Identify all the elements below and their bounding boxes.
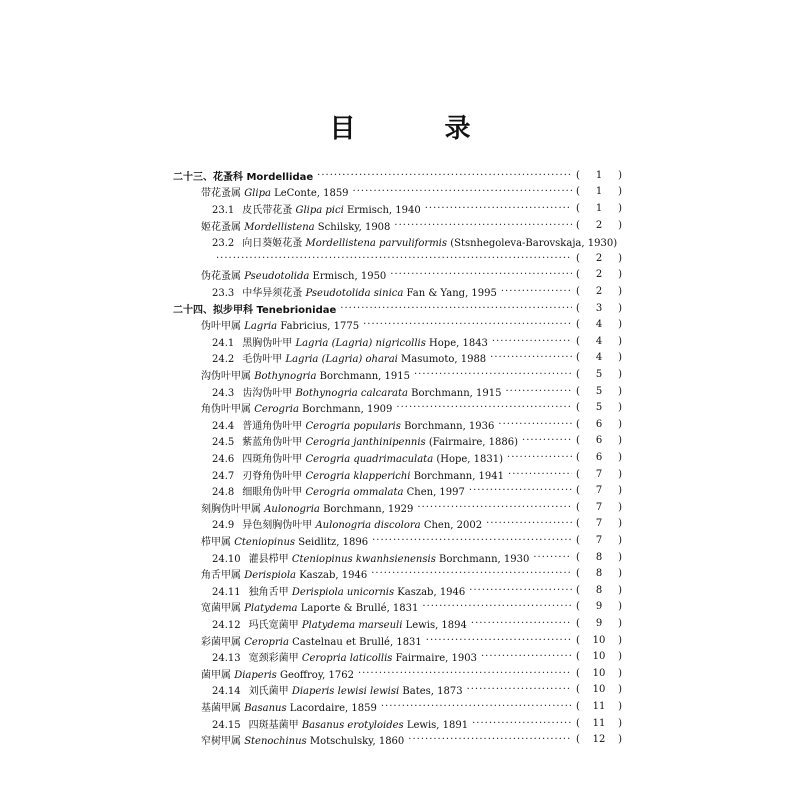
toc-entry[interactable] [212, 549, 622, 566]
entry-page-number: ( 1 ) [576, 186, 622, 198]
entry-authority: Borchmann, 1930 [439, 553, 530, 565]
toc-entry-text [201, 666, 354, 681]
entry-authority: Geoffroy, 1762 [279, 669, 354, 681]
entry-authority: Chen, 2002 [423, 520, 483, 532]
entry-authority: Lewis, 1894 [405, 619, 467, 631]
entry-authority: Chen, 1997 [406, 487, 465, 499]
entry-scientific-name: Mordellidae [246, 171, 314, 183]
entry-scientific-name: Cteniopinus kwanhsienensis [291, 553, 440, 565]
dot-leader [417, 502, 572, 513]
entry-chinese-name: 宽菌甲属 [201, 603, 245, 615]
entry-page-number: ( 4 ) [576, 319, 622, 331]
entry-authority: Borchmann, 1936 [404, 420, 495, 432]
entry-authority: Ermisch, 1950 [312, 271, 387, 283]
entry-authority: Borchmann, 1915 [411, 387, 502, 399]
toc-entry-text [212, 450, 503, 465]
toc-entry-text [201, 317, 359, 332]
entry-scientific-name: Lagria [244, 321, 281, 333]
entry-number: 23.2 [212, 238, 235, 250]
toc-entry-text [212, 334, 488, 349]
toc-entry-text [212, 433, 518, 448]
entry-number: 24.15 [212, 719, 241, 731]
toc-entry-text [212, 467, 504, 482]
toc-entry[interactable] [201, 184, 622, 201]
entry-chinese-name: 窄树甲属 [201, 736, 245, 748]
entry-scientific-name: Ceropria laticollis [301, 653, 396, 665]
entry-scientific-name: Ceropria [244, 636, 293, 648]
toc-entry[interactable] [212, 682, 622, 699]
toc-entry-text [212, 616, 467, 631]
entry-chinese-name: 伪叶甲属 [201, 321, 245, 333]
entry-page-number: ( 10 ) [576, 684, 622, 696]
entry-page-number: ( 9 ) [576, 617, 622, 629]
entry-page-number: ( 7 ) [576, 468, 622, 480]
entry-number: 24.13 [212, 653, 241, 665]
toc-entry-text [212, 682, 463, 697]
entry-authority: Schilsky, 1908 [317, 221, 391, 233]
toc-entry-text [212, 483, 465, 498]
toc-entry-text [212, 716, 468, 731]
dot-leader [317, 170, 572, 181]
dot-leader [390, 269, 572, 280]
dot-leader [498, 419, 572, 430]
toc-entry-text [212, 583, 465, 598]
entry-number: 24.9 [212, 520, 235, 532]
entry-authority: Borchmann, 1929 [323, 503, 414, 515]
entry-chinese-name: 灌县栉甲 [248, 553, 292, 565]
entry-chinese-name: 菌甲属 [201, 669, 235, 681]
entry-chinese-name: 刻胸伪叶甲属 [201, 503, 265, 515]
entry-authority: Kaszab, 1946 [397, 586, 466, 598]
dot-leader [425, 203, 572, 214]
entry-page-number: ( 10 ) [576, 667, 622, 679]
entry-authority: (Stsnhegoleva-Barovskaja, 1930) [450, 238, 618, 250]
toc-entry-text [201, 732, 404, 747]
entry-chinese-name: 沟伪叶甲属 [201, 370, 255, 382]
dot-leader [507, 452, 572, 463]
toc-entry[interactable] [173, 300, 622, 317]
page-title: 目 录 [329, 114, 511, 144]
entry-page-number: ( 4 ) [576, 352, 622, 364]
entry-number: 23.3 [212, 287, 235, 299]
entry-scientific-name: Diaperis lewisi lewisi [291, 686, 403, 698]
toc-entry[interactable] [212, 333, 622, 350]
toc-entry-text [212, 649, 477, 664]
entry-page-number: ( 6 ) [576, 435, 622, 447]
entry-chinese-name: 紫蓝角伪叶甲 [242, 437, 306, 449]
entry-scientific-name: Mordellistena parvuliformis [305, 238, 451, 250]
dot-leader [490, 352, 572, 363]
entry-page-number: ( 2 ) [576, 285, 622, 297]
toc-entry[interactable] [201, 565, 622, 582]
toc-entry[interactable] [212, 516, 622, 533]
entry-page-number: ( 5 ) [576, 385, 622, 397]
entry-chinese-name: 异色刻胸伪叶甲 [242, 520, 316, 532]
entry-page-number: ( 1 ) [576, 169, 622, 181]
entry-chinese-name: 角舌甲属 [201, 570, 245, 582]
dot-leader [414, 369, 572, 380]
entry-chinese-name: 黑胸伪叶甲 [242, 337, 296, 349]
entry-scientific-name: Derispiola [244, 570, 300, 582]
entry-chinese-name: 姬花蚤属 [201, 221, 245, 233]
dot-leader [371, 568, 572, 579]
entry-chinese-name: 齿沟伪叶甲 [242, 387, 296, 399]
entry-chinese-name: 玛氏宽菌甲 [248, 619, 302, 631]
entry-scientific-name: Stenochinus [244, 736, 310, 748]
toc-entry-text [201, 599, 418, 614]
entry-chinese-name: 四斑角伪叶甲 [242, 453, 306, 465]
entry-chinese-name: 彩菌甲属 [201, 636, 245, 648]
entry-chinese-name: 独角舌甲 [248, 586, 292, 598]
entry-page-number: ( 6 ) [576, 418, 622, 430]
toc-entry[interactable] [212, 233, 622, 250]
entry-number: 24.4 [212, 420, 235, 432]
entry-chinese-name: 伪花蚤属 [201, 271, 245, 283]
toc-entry[interactable] [201, 665, 622, 682]
entry-authority: Motschulsky, 1860 [309, 736, 405, 748]
entry-scientific-name: Basanus [244, 702, 290, 714]
entry-page-number: ( 9 ) [576, 601, 622, 613]
entry-scientific-name: Pseudotolida sinica [305, 287, 407, 299]
entry-chinese-name: 栉甲属 [201, 536, 235, 548]
toc-entry[interactable] [201, 499, 622, 516]
entry-chinese-name: 刘氏菌甲 [248, 686, 292, 698]
entry-chinese-name: 二十三、花蚤科 [173, 171, 247, 183]
entry-chinese-name: 向日葵姬花蚤 [242, 238, 306, 250]
entry-page-number: ( 5 ) [576, 402, 622, 414]
entry-page-number: ( 10 ) [576, 651, 622, 663]
entry-chinese-name: 宽颈彩菌甲 [248, 653, 302, 665]
toc-entry[interactable] [212, 615, 622, 632]
entry-authority: Seidlitz, 1896 [298, 536, 369, 548]
dot-leader [358, 668, 572, 679]
entry-chinese-name: 毛伪叶甲 [242, 354, 286, 366]
toc-entry[interactable] [212, 416, 622, 433]
entry-scientific-name: Lagria (Lagria) oharai [285, 354, 402, 366]
dot-leader [353, 186, 572, 197]
entry-page-number: ( 6 ) [576, 451, 622, 463]
entry-chinese-name: 带花蚤属 [201, 188, 245, 200]
toc-entry[interactable] [201, 731, 622, 748]
entry-scientific-name: Cerogria janthinipennis [305, 437, 429, 449]
toc-entry-text [201, 267, 386, 282]
entry-page-number: ( 7 ) [576, 501, 622, 513]
toc-entry[interactable] [212, 582, 622, 599]
entry-authority: Fairmaire, 1903 [395, 653, 477, 665]
entry-authority: Masumoto, 1988 [401, 354, 487, 366]
entry-chinese-name: 刃脊角伪叶甲 [242, 470, 306, 482]
entry-number: 24.7 [212, 470, 235, 482]
dot-leader [422, 601, 572, 612]
entry-authority: Borchmann, 1915 [319, 370, 410, 382]
toc-entry-text [173, 301, 336, 316]
toc-entry[interactable] [173, 167, 622, 184]
dot-leader [472, 718, 572, 729]
toc-entry[interactable] [212, 449, 622, 466]
entry-page-number: ( 2 ) [576, 252, 622, 264]
toc-entry-text [212, 384, 501, 399]
entry-page-number: ( 10 ) [576, 634, 622, 646]
toc-entry-text [212, 417, 494, 432]
entry-scientific-name: Bothynogria [254, 370, 320, 382]
toc-entry[interactable] [212, 466, 622, 483]
entry-scientific-name: Lagria (Lagria) nigricollis [295, 337, 430, 349]
entry-scientific-name: Cerogria quadrimaculata [305, 453, 437, 465]
entry-scientific-name: Cerogria [254, 404, 303, 416]
toc-entry[interactable] [201, 599, 622, 616]
entry-number: 24.3 [212, 387, 235, 399]
entry-authority: Hope, 1843 [429, 337, 488, 349]
entry-page-number: ( 1 ) [576, 202, 622, 214]
entry-scientific-name: Platydema [244, 603, 301, 615]
entry-chinese-name: 中华异须花蚤 [242, 287, 306, 299]
entry-authority: (Hope, 1831) [436, 453, 504, 465]
toc-entry[interactable] [212, 715, 622, 732]
entry-scientific-name: Diaperis [234, 669, 280, 681]
toc-entry[interactable] [201, 698, 622, 715]
entry-page-number: ( 8 ) [576, 568, 622, 580]
toc-entry-text [212, 201, 421, 216]
toc-entry-text [212, 516, 482, 531]
entry-scientific-name: Tenebrionidae [256, 304, 337, 316]
dot-leader [501, 286, 572, 297]
entry-page-number: ( 7 ) [576, 534, 622, 546]
entry-number: 24.11 [212, 586, 241, 598]
entry-scientific-name: Glipa pici [295, 204, 347, 216]
toc-entry[interactable] [212, 482, 622, 499]
dot-leader [533, 552, 572, 563]
toc-entry-text [201, 500, 413, 515]
entry-scientific-name: Pseudotolida [244, 271, 313, 283]
entry-authority: Borchmann, 1909 [302, 404, 393, 416]
entry-page-number: ( 2 ) [576, 219, 622, 231]
dot-leader [408, 734, 572, 745]
dot-leader [486, 518, 572, 529]
entry-page-number: ( 4 ) [576, 335, 622, 347]
entry-number: 24.10 [212, 553, 241, 565]
entry-number: 24.5 [212, 437, 235, 449]
entry-authority: Fan & Yang, 1995 [406, 287, 497, 299]
toc-entry-text [201, 184, 349, 199]
toc-entry[interactable] [212, 433, 622, 450]
entry-authority: Fabricius, 1775 [280, 321, 360, 333]
entry-number: 24.2 [212, 354, 235, 366]
toc-entry-text [201, 218, 390, 233]
dot-leader [381, 701, 572, 712]
entry-authority: Lacordaire, 1859 [289, 702, 377, 714]
entry-authority: Lewis, 1891 [406, 719, 469, 731]
toc-entry[interactable] [201, 267, 622, 284]
entry-number: 24.8 [212, 487, 235, 499]
entry-scientific-name: Cteniopinus [234, 536, 299, 548]
entry-scientific-name: Cerogria ommalata [305, 487, 407, 499]
dot-leader [481, 651, 572, 662]
entry-authority: Kaszab, 1946 [299, 570, 368, 582]
toc-entry-text [201, 699, 377, 714]
toc-entry[interactable] [212, 648, 622, 665]
dot-leader [492, 336, 572, 347]
dot-leader [469, 585, 572, 596]
entry-authority: Ermisch, 1940 [346, 204, 421, 216]
toc-entry-text [212, 550, 529, 565]
toc-entry-text [212, 350, 486, 365]
toc-entry[interactable] [201, 217, 622, 234]
entry-scientific-name: Aulonogria [264, 503, 324, 515]
entry-scientific-name: Mordellistena [244, 221, 318, 233]
toc-entry-text [212, 284, 497, 299]
toc-entry[interactable] [201, 399, 622, 416]
dot-leader [394, 220, 572, 231]
entry-number: 23.1 [212, 204, 235, 216]
toc-entry[interactable] [212, 350, 622, 367]
entry-page-number: ( 11 ) [576, 717, 622, 729]
dot-leader [469, 485, 572, 496]
toc-entry-text [201, 400, 392, 415]
dot-leader [216, 253, 572, 264]
toc-entry[interactable] [212, 383, 622, 400]
dot-leader [363, 319, 572, 330]
dot-leader [508, 469, 572, 480]
entry-number: 24.14 [212, 686, 241, 698]
entry-chinese-name: 皮氏带花蚤 [242, 204, 296, 216]
toc-entry-text [201, 367, 410, 382]
entry-page-number: ( 7 ) [576, 485, 622, 497]
entry-chinese-name: 细眼角伪叶甲 [242, 487, 306, 499]
toc-entry-text [212, 234, 617, 249]
entry-authority: LeConte, 1859 [274, 188, 349, 200]
entry-scientific-name: Derispiola unicornis [291, 586, 398, 598]
toc-entry-text [201, 533, 368, 548]
entry-chinese-name: 四斑基菌甲 [248, 719, 302, 731]
entry-page-number: ( 8 ) [576, 551, 622, 563]
toc-entry[interactable] [201, 366, 622, 383]
entry-page-number: ( 5 ) [576, 368, 622, 380]
toc-entry[interactable] [212, 200, 622, 217]
entry-authority: Bates, 1873 [402, 686, 463, 698]
entry-page-number: ( 8 ) [576, 584, 622, 596]
entry-scientific-name: Glipa [244, 188, 275, 200]
dot-leader [471, 618, 572, 629]
entry-authority: Castelnau et Brullé, 1831 [292, 636, 422, 648]
entry-page-number: ( 12 ) [576, 734, 622, 746]
entry-scientific-name: Cerogria klapperichi [305, 470, 414, 482]
entry-chinese-name: 二十四、拟步甲科 [173, 304, 257, 316]
toc-entry[interactable] [201, 532, 622, 549]
entry-number: 24.6 [212, 453, 235, 465]
entry-chinese-name: 基菌甲属 [201, 702, 245, 714]
entry-chinese-name: 角伪叶甲属 [201, 404, 255, 416]
toc-entry-text [201, 566, 367, 581]
entry-chinese-name: 普通角伪叶甲 [242, 420, 306, 432]
entry-page-number: ( 2 ) [576, 269, 622, 281]
entry-number: 24.12 [212, 619, 241, 631]
toc-entry[interactable] [201, 316, 622, 333]
toc-entry-text [173, 168, 313, 183]
dot-leader [426, 635, 572, 646]
entry-authority: (Fairmaire, 1886) [428, 437, 519, 449]
dot-leader [522, 435, 572, 446]
entry-scientific-name: Basanus erotyloides [301, 719, 407, 731]
dot-leader [340, 303, 572, 314]
dot-leader [396, 402, 572, 413]
entry-page-number: ( 7 ) [576, 518, 622, 530]
dot-leader [505, 386, 572, 397]
toc-entry-text [201, 633, 422, 648]
toc-entry[interactable] [201, 632, 622, 649]
entry-scientific-name: Aulonogria discolora [315, 520, 424, 532]
entry-scientific-name: Platydema marseuli [301, 619, 406, 631]
dot-leader [372, 535, 572, 546]
toc-entry[interactable] [212, 283, 622, 300]
entry-number: 24.1 [212, 337, 235, 349]
entry-authority: Laporte & Brullé, 1831 [300, 603, 419, 615]
entry-scientific-name: Cerogria popularis [305, 420, 405, 432]
dot-leader [467, 684, 572, 695]
entry-scientific-name: Bothynogria calcarata [295, 387, 412, 399]
entry-page-number: ( 3 ) [576, 302, 622, 314]
toc-entry[interactable] [212, 250, 622, 267]
entry-authority: Borchmann, 1941 [413, 470, 505, 482]
entry-page-number: ( 11 ) [576, 700, 622, 712]
